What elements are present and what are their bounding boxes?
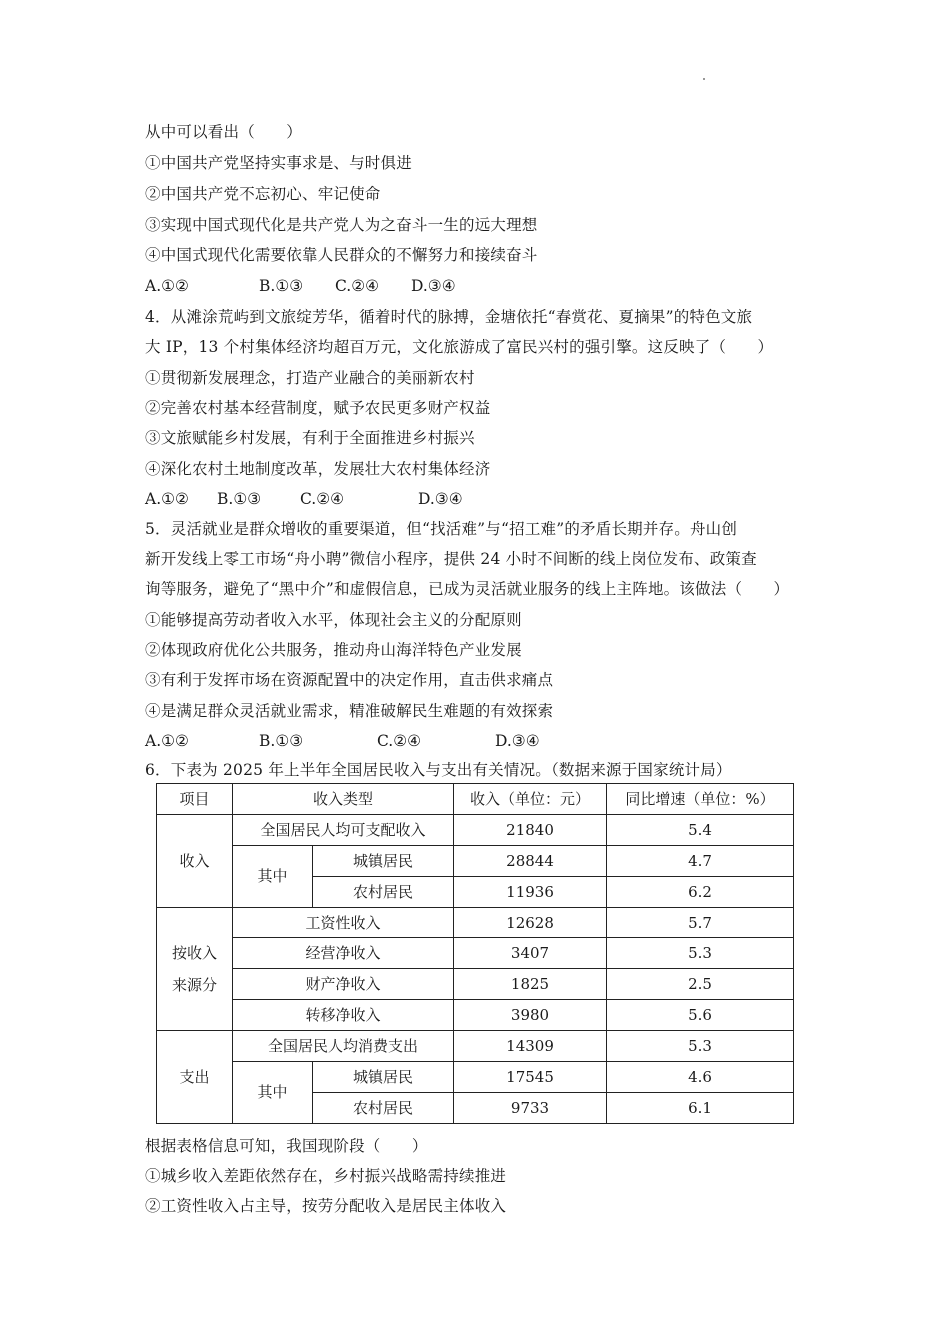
q4-option-d[interactable]: D.③④ (418, 490, 463, 508)
q3-option-b[interactable]: B.①③ (259, 277, 304, 295)
header-item: 项目 (157, 784, 233, 815)
row-value: 12628 (454, 907, 607, 938)
q6-stem: 6．下表为 2025 年上半年全国居民收入与支出有关情况。（数据来源于国家统计局） (145, 761, 732, 779)
q4-item-3: ③文旅赋能乡村发展，有利于全面推进乡村振兴 (145, 429, 475, 447)
row-growth: 5.7 (607, 907, 794, 938)
q3-item-4: ④中国式现代化需要依靠人民群众的不懈努力和接续奋斗 (145, 246, 538, 264)
table-header-row (157, 784, 794, 815)
row-label: 全国居民人均可支配收入 (233, 814, 454, 845)
q5-item-4: ④是满足群众灵活就业需求，精准破解民生难题的有效探索 (145, 702, 554, 720)
table-row (157, 1031, 794, 1062)
table-row (157, 969, 794, 1000)
header-growth-rate: 同比增速（单位：%） (607, 784, 794, 815)
q5-stem-line-3: 询等服务，避免了“黑中介”和虚假信息，已成为灵活就业服务的线上主阵地。该做法（ ） (145, 580, 790, 598)
q3-item-3: ③实现中国式现代化是共产党人为之奋斗一生的远大理想 (145, 216, 538, 234)
row-growth: 5.4 (607, 814, 794, 845)
row-label: 城镇居民 (313, 845, 454, 876)
row-label: 工资性收入 (233, 907, 454, 938)
row-label: 城镇居民 (313, 1062, 454, 1093)
row-value: 17545 (454, 1062, 607, 1093)
table-row (157, 1000, 794, 1031)
table-row (157, 938, 794, 969)
q3-item-2: ②中国共产党不忘初心、牢记使命 (145, 185, 381, 203)
table-row (157, 845, 794, 876)
row-value: 3980 (454, 1000, 607, 1031)
q3-option-a[interactable]: A.①② (145, 277, 189, 295)
q3-stem: 从中可以看出（ ） (145, 123, 303, 141)
row-growth: 2.5 (607, 969, 794, 1000)
row-value: 3407 (454, 938, 607, 969)
group-by-source-line-1: 按收入 (171, 943, 217, 962)
row-value: 11936 (454, 876, 607, 907)
q5-option-d[interactable]: D.③④ (495, 732, 540, 750)
q6-item-1: ①城乡收入差距依然存在，乡村振兴战略需持续推进 (145, 1167, 507, 1185)
income-expense-table (156, 783, 794, 1124)
q5-option-a[interactable]: A.①② (145, 732, 189, 750)
q5-item-2: ②体现政府优化公共服务，推动舟山海洋特色产业发展 (145, 641, 522, 659)
row-growth: 5.6 (607, 1000, 794, 1031)
row-label: 经营净收入 (233, 938, 454, 969)
q4-stem-line-2: 大 IP，13 个村集体经济均超百万元，文化旅游成了富民兴村的强引擎。这反映了（ ） (145, 338, 774, 356)
q4-item-4: ④深化农村土地制度改革，发展壮大农村集体经济 (145, 460, 491, 478)
q3-option-d[interactable]: D.③④ (411, 277, 456, 295)
row-label: 财产净收入 (233, 969, 454, 1000)
q4-option-c[interactable]: C.②④ (300, 490, 345, 508)
group-by-source (157, 907, 233, 1031)
q5-option-c[interactable]: C.②④ (377, 732, 422, 750)
group-income: 收入 (157, 814, 233, 907)
q5-stem-line-2: 新开发线上零工市场“舟小聘”微信小程序，提供 24 小时不间断的线上岗位发布、政策查 (145, 550, 757, 568)
q6-item-2: ②工资性收入占主导，按劳分配收入是居民主体收入 (145, 1197, 507, 1215)
group-expense: 支出 (157, 1031, 233, 1124)
q3-option-c[interactable]: C.②④ (335, 277, 380, 295)
table-row (157, 907, 794, 938)
row-label: 全国居民人均消费支出 (233, 1031, 454, 1062)
table-row (157, 1062, 794, 1093)
row-label: 转移净收入 (233, 1000, 454, 1031)
row-growth: 4.6 (607, 1062, 794, 1093)
row-growth: 5.3 (607, 1031, 794, 1062)
group-by-source-line-2: 来源分 (171, 975, 217, 994)
header-income-type: 收入类型 (233, 784, 454, 815)
q4-option-b[interactable]: B.①③ (217, 490, 262, 508)
table-row (157, 814, 794, 845)
row-label: 农村居民 (313, 1092, 454, 1123)
row-growth: 4.7 (607, 845, 794, 876)
stray-dot (703, 78, 705, 80)
group-of-which-income: 其中 (233, 845, 313, 907)
row-growth: 6.2 (607, 876, 794, 907)
row-value: 14309 (454, 1031, 607, 1062)
row-value: 28844 (454, 845, 607, 876)
row-growth: 6.1 (607, 1092, 794, 1123)
q3-item-1: ①中国共产党坚持实事求是、与时俱进 (145, 154, 412, 172)
row-value: 1825 (454, 969, 607, 1000)
q6-follow-stem: 根据表格信息可知，我国现阶段（ ） (145, 1137, 428, 1155)
q5-option-b[interactable]: B.①③ (259, 732, 304, 750)
q4-stem-line-1: 4．从滩涂荒屿到文旅绽芳华，循着时代的脉搏，金塘依托“春赏花、夏摘果”的特色文旅 (145, 308, 753, 326)
row-value: 9733 (454, 1092, 607, 1123)
q4-option-a[interactable]: A.①② (145, 490, 189, 508)
group-of-which-expense: 其中 (233, 1062, 313, 1124)
row-value: 21840 (454, 814, 607, 845)
header-income-amount: 收入（单位：元） (454, 784, 607, 815)
row-growth: 5.3 (607, 938, 794, 969)
q5-item-1: ①能够提高劳动者收入水平，体现社会主义的分配原则 (145, 611, 522, 629)
q5-item-3: ③有利于发挥市场在资源配置中的决定作用，直击供求痛点 (145, 671, 554, 689)
row-label: 农村居民 (313, 876, 454, 907)
q4-item-1: ①贯彻新发展理念，打造产业融合的美丽新农村 (145, 369, 475, 387)
q5-stem-line-1: 5．灵活就业是群众增收的重要渠道，但“找活难”与“招工难”的矛盾长期并存。舟山创 (145, 520, 738, 538)
q4-item-2: ②完善农村基本经营制度，赋予农民更多财产权益 (145, 399, 491, 417)
